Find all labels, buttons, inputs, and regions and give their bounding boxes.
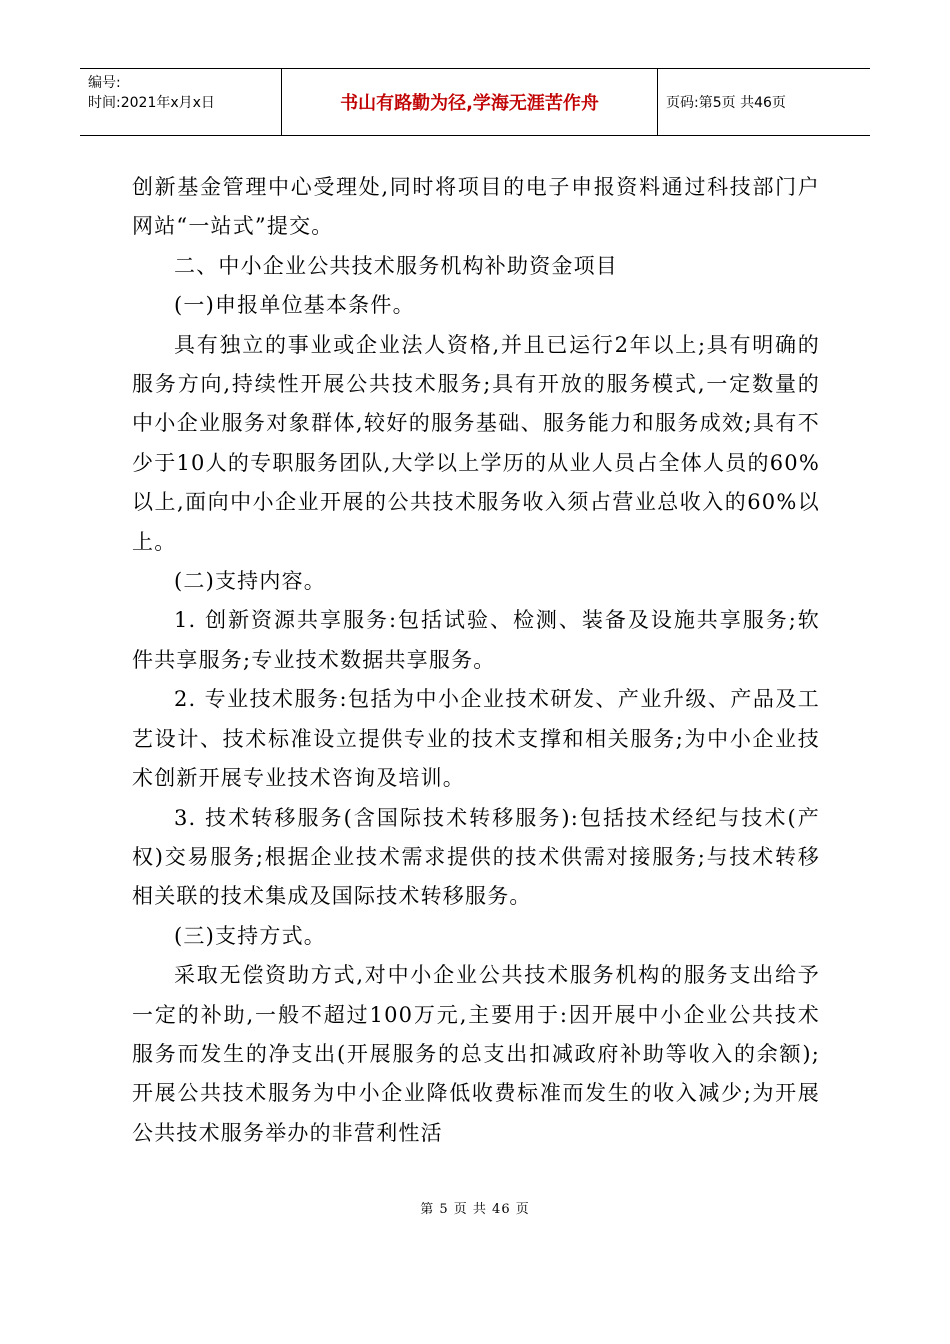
paragraph-conditions: 具有独立的事业或企业法人资格,并且已运行2年以上;具有明确的服务方向,持续性开展公共技术服务;具有开放的服务模式,一定数量的中小企业服务对象群体,较好的服务基础、服务能力和服务成效;具有不少于10人的专职服务团队,大学以上学历的从业人员占全体人员的60%以上,面向中小企业开展的公共技术服务收入须占营业总收入的60%以上。: [132, 332, 820, 554]
header-page-cell: [658, 69, 870, 135]
list-item-1: 1. 创新资源共享服务:包括试验、检测、装备及设施共享服务;软件共享服务;专业技术数据共享服务。: [132, 608, 820, 672]
subheading-3: (三)支持方式。: [174, 923, 326, 948]
subheading-1: (一)申报单位基本条件。: [174, 293, 415, 318]
section-heading-2: 二、中小企业公共技术服务机构补助资金项目: [174, 253, 618, 278]
list-item-2: 2. 专业技术服务:包括为中小企业技术研发、产业升级、产品及工艺设计、技术标准设立提供专业的技术支撑和相关服务;为中小企业技术创新开展专业技术咨询及培训。: [132, 687, 820, 791]
paragraph-support-method: 采取无偿资助方式,对中小企业公共技术服务机构的服务支出给予一定的补助,一般不超过100万元,主要用于:因开展中小企业公共技术服务而发生的净支出(开展服务的总支出扣减政府补助等收入的余额);开展公共技术服务为中小企业降低收费标准而发生的收入减少;为开展公共技术服务举办的非营利性活: [132, 963, 820, 1145]
subheading-2: (二)支持内容。: [174, 569, 326, 594]
time-label: 时间:2021年x月x日: [88, 95, 215, 111]
header-meta-cell: [80, 69, 282, 135]
list-item-3: 3. 技术转移服务(含国际技术转移服务):包括技术经纪与技术(产权)交易服务;根据企业技术需求提供的技术供需对接服务;与技术转移相关联的技术集成及国际技术转移服务。: [132, 805, 820, 909]
page-footer: 第 5 页 共 46 页: [420, 1202, 530, 1217]
page-info: 页码:第5页 共46页: [666, 95, 786, 111]
motto-text: 书山有路勤为径,学海无涯苦作舟: [340, 93, 599, 114]
number-label: 编号:: [88, 75, 121, 91]
header-motto-cell: [282, 69, 658, 135]
paragraph-continuation: 创新基金管理中心受理处,同时将项目的电子申报资料通过科技部门户网站“一站式”提交。: [132, 175, 820, 239]
page-header: [80, 68, 870, 136]
document-body: [132, 168, 820, 1153]
